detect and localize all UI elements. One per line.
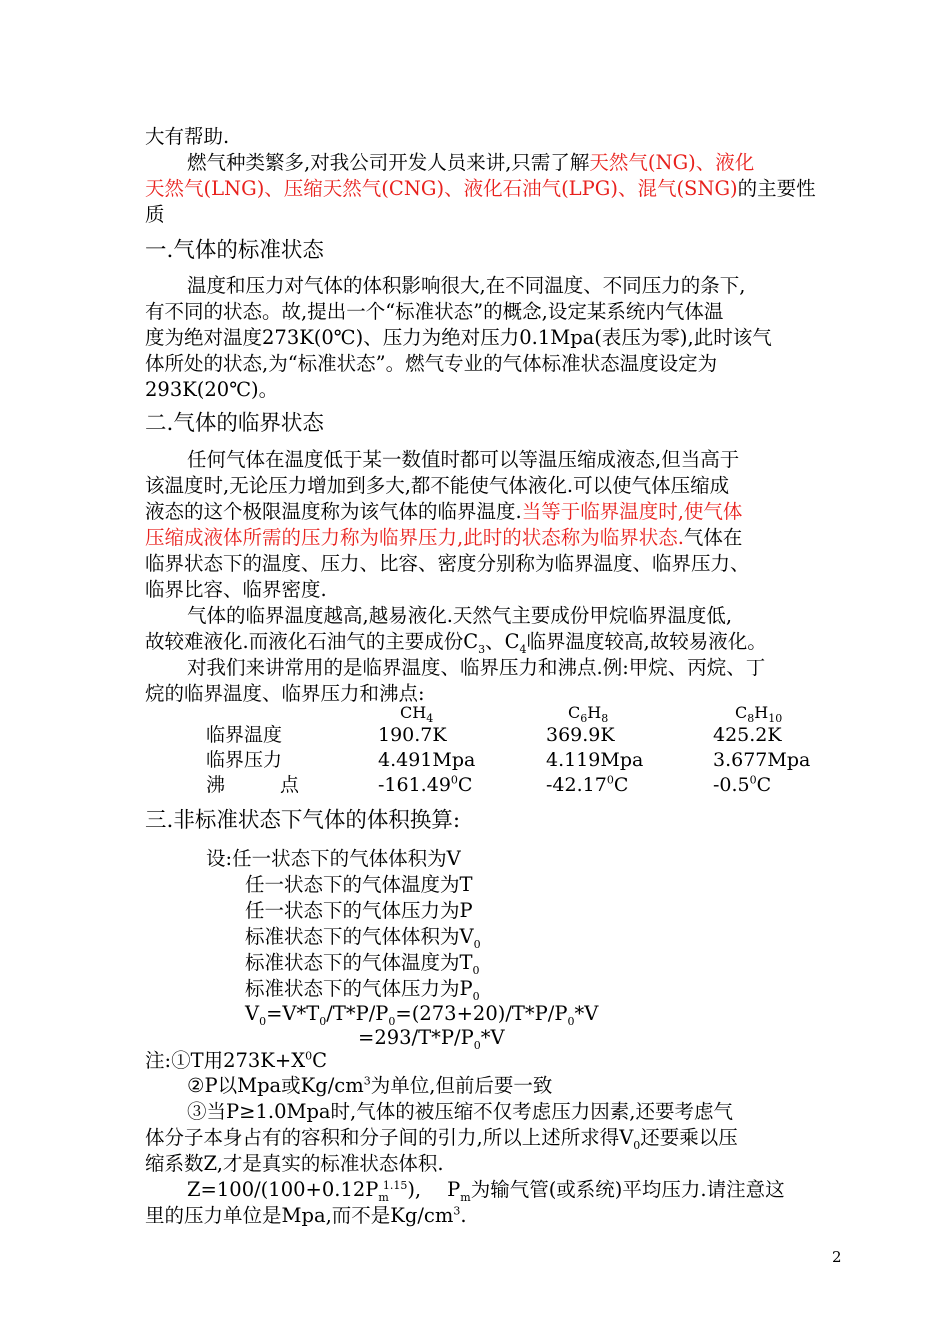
paragraph-line: 燃气种类繁多,对我公司开发人员来讲,只需了解天然气(NG)、液化: [187, 151, 755, 174]
paragraph-line: 液态的这个极限温度称为该气体的临界温度.当等于临界温度时,使气体: [145, 500, 743, 523]
formula-line: $=293/T*P/P_0*V$: [358, 1026, 505, 1052]
highlighted-text: 压缩成液体所需的压力称为临界压力,此时的状态称为临界状态.: [145, 526, 684, 549]
table-header-c4h10: $C_8H_{10}$: [735, 703, 783, 726]
paragraph-line: 任何气体在温度低于某一数值时都可以等温压缩成液态,但当高于: [187, 448, 740, 471]
note-line: 缩系数Z,才是真实的标准状态体积.: [145, 1152, 444, 1175]
table-cell: 369.9K: [546, 724, 615, 746]
table-row-label: 沸: [206, 774, 226, 796]
paragraph-line: 临界状态下的温度、压力、比容、密度分别称为临界温度、临界压力、: [145, 552, 750, 575]
paragraph-line: 质: [145, 203, 165, 226]
table-cell: 4.119Mpa: [546, 749, 644, 771]
paragraph-line: 临界比容、临界密度.: [145, 578, 327, 601]
section-heading: 一.气体的标准状态: [145, 238, 324, 263]
paragraph-line: 气体的临界温度越高,越易液化.天然气主要成份甲烷临界温度低,: [187, 604, 733, 627]
section-heading: 二.气体的临界状态: [145, 411, 324, 436]
table-cell: 3.677Mpa: [713, 749, 811, 771]
table-cell: 425.2K: [713, 724, 782, 746]
paragraph-line: 压缩成液体所需的压力称为临界压力,此时的状态称为临界状态.气体在: [145, 526, 743, 549]
highlighted-text: 天然气(LNG)、压缩天然气(CNG)、液化石油气(LPG)、混气(SNG): [145, 177, 738, 200]
table-cell: 4.491Mpa: [378, 749, 476, 771]
table-cell: 190.7K: [378, 724, 447, 746]
table-header-ch4: $CH_4$: [400, 703, 434, 726]
paragraph-line: 天然气(LNG)、压缩天然气(CNG)、液化石油气(LPG)、混气(SNG)的主要性: [145, 177, 816, 200]
note-line: 体分子本身占有的容积和分子间的引力,所以上述所求得$V_0$还要乘以压: [145, 1126, 738, 1152]
formula-line: 任一状态下的气体温度为T: [245, 873, 473, 896]
formula-line: 标准状态下的气体体积为$V_0$: [245, 925, 481, 951]
formula-line: 任一状态下的气体压力为P: [245, 899, 473, 922]
table-cell: -161.49$^0$C: [378, 773, 473, 796]
paragraph-line: 有不同的状态。故,提出一个“标准状态”的概念,设定某系统内气体温: [145, 300, 724, 323]
paragraph-line: 温度和压力对气体的体积影响很大,在不同温度、不同压力的条下,: [187, 274, 746, 297]
note-line: ②P以Mpa或$Kg/cm^3$为单位,但前后要一致: [187, 1074, 553, 1097]
note-line: 注:①T用$273K+X^0C$: [145, 1049, 328, 1072]
page-number: 2: [832, 1248, 842, 1266]
paragraph-line: 对我们来讲常用的是临界温度、临界压力和沸点.例:甲烷、丙烷、丁: [187, 656, 766, 679]
formula-line: 标准状态下的气体温度为$T_0$: [245, 951, 480, 977]
paragraph-line: 度为绝对温度273K(0℃)、压力为绝对压力0.1Mpa(表压为零),此时该气: [145, 326, 772, 349]
table-row-label: 点: [280, 774, 300, 796]
formula-line: $V_0=V*T_0/T*P/P_0=(273+20)/T*P/P_0*V$: [245, 1002, 599, 1028]
section-heading: 三.非标准状态下气体的体积换算:: [145, 808, 461, 833]
note-line: ③当P≥1.0Mpa时,气体的被压缩不仅考虑压力因素,还要考虑气: [187, 1100, 733, 1123]
formula-line: 设:任一状态下的气体体积为V: [206, 847, 461, 870]
table-cell: -42.17$^0$C: [546, 773, 629, 796]
paragraph-line: 体所处的状态,为“标准状态”。燃气专业的气体标准状态温度设定为: [145, 352, 718, 375]
highlighted-text: 当等于临界温度时,使气体: [521, 500, 743, 523]
table-cell: $-0.5^0C$: [713, 773, 772, 796]
paragraph-line: 293K(20℃)。: [145, 378, 279, 401]
note-line: 里的压力单位是Mpa,而不是$Kg/cm^3$.: [145, 1204, 467, 1227]
table-row-label: 临界压力: [206, 749, 283, 771]
formula-line: 标准状态下的气体压力为$P_0$: [245, 977, 480, 1003]
note-line: $Z=100/(100+0.12P_m^{1.15})$, $P_m$为输气管(或系统)平均压力.请注意这: [187, 1178, 785, 1204]
table-header-c3h8: $C_6H_8$: [568, 703, 609, 726]
table-row-label: 临界温度: [206, 724, 283, 746]
paragraph-line: 大有帮助.: [145, 125, 230, 148]
highlighted-text: 天然气(NG)、液化: [589, 151, 755, 174]
paragraph-line: 故较难液化.而液化石油气的主要成份$C_3$、$C_4$临界温度较高,故较易液化。: [145, 630, 767, 656]
paragraph-line: 该温度时,无论压力增加到多大,都不能使气体液化.可以使气体压缩成: [145, 474, 730, 497]
paragraph-line: 烷的临界温度、临界压力和沸点:: [145, 682, 425, 705]
